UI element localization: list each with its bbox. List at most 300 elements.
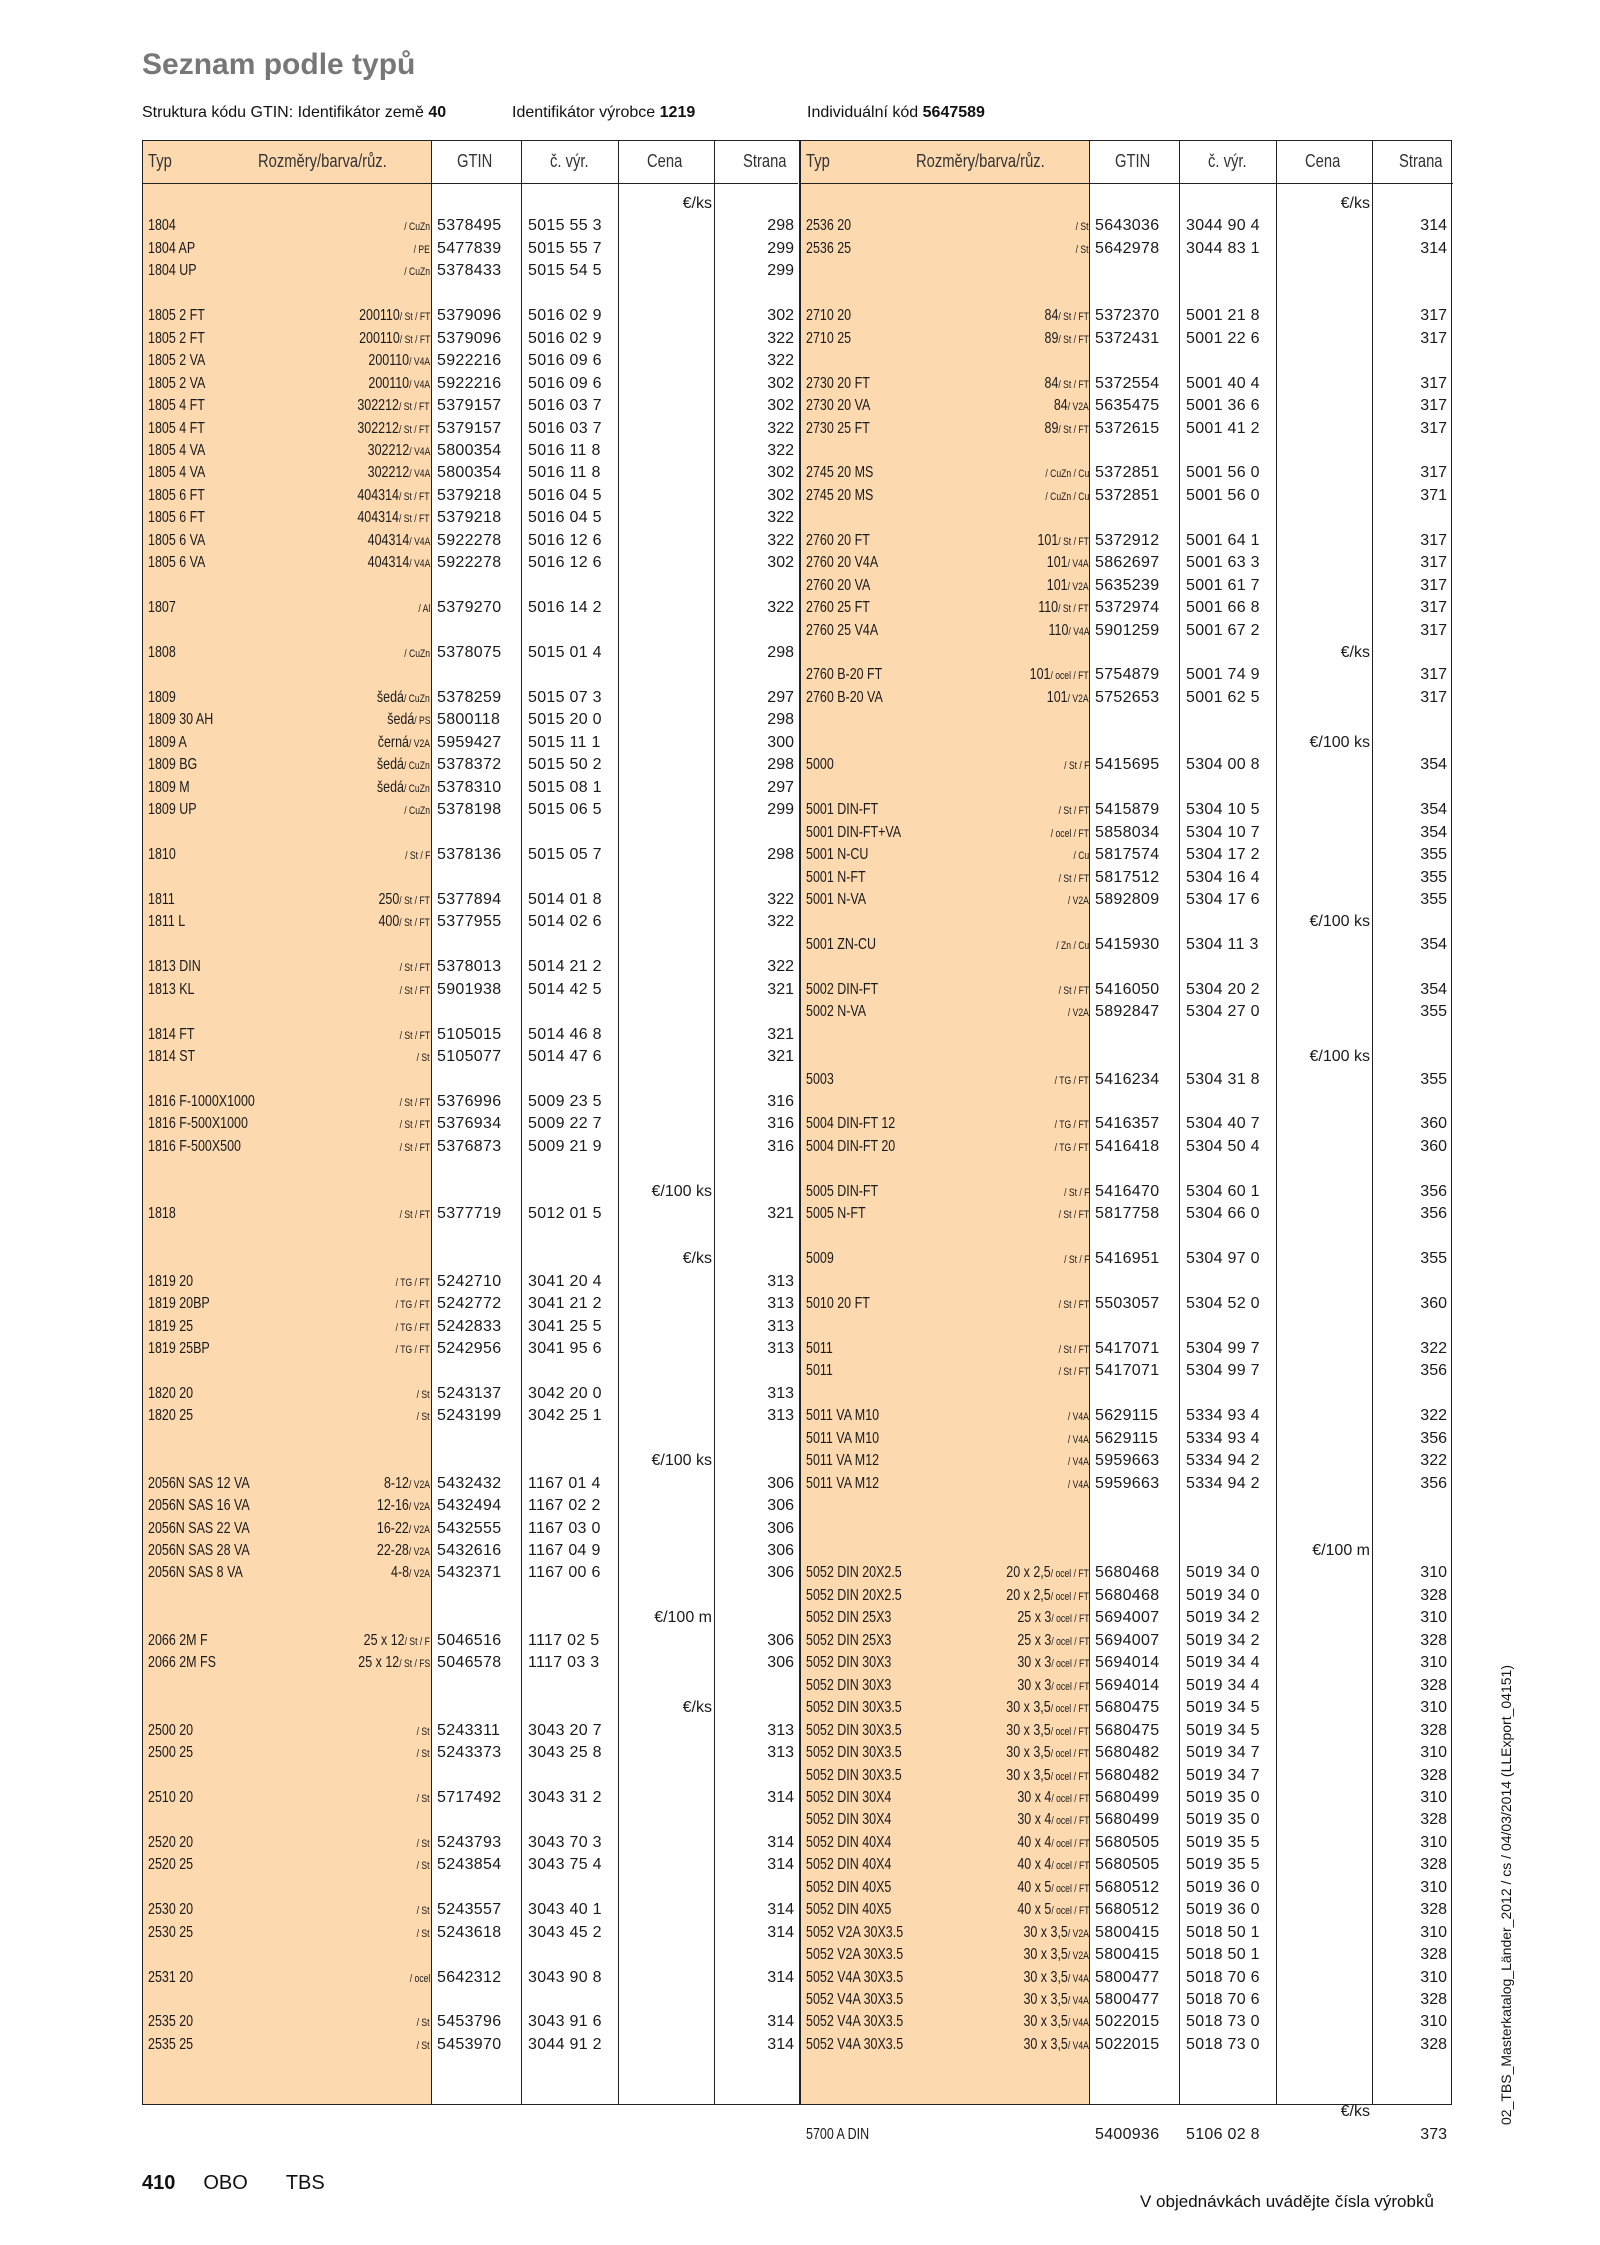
table-row — [801, 1720, 1453, 1742]
row-material: / St / F — [404, 1635, 430, 1648]
row-gtin: 5453796 — [437, 2013, 502, 2031]
row-dim-value: 30 x 3,5 — [1006, 1744, 1051, 1762]
row-type: 5005 N-FT — [806, 1205, 866, 1223]
row-page: 306 — [767, 1497, 794, 1515]
row-gtin: 5046578 — [437, 1654, 502, 1672]
row-product-number: 5304 11 3 — [1186, 935, 1259, 953]
row-dimensions — [1045, 328, 1089, 351]
currency-label: €/ks — [1340, 644, 1370, 661]
row-product-number: 5304 00 8 — [1186, 756, 1260, 774]
row-product-number: 5304 52 0 — [1186, 1295, 1260, 1313]
table-row — [143, 440, 798, 462]
row-dimensions — [391, 1562, 430, 1585]
row-dimensions — [1039, 597, 1089, 620]
table-row — [143, 462, 798, 484]
row-type: 5002 DIN-FT — [806, 980, 879, 998]
row-type: 5700 A DIN — [806, 2125, 870, 2143]
table-row — [801, 1967, 1453, 1989]
row-material: / St — [417, 1792, 430, 1805]
row-dim-value: šedá — [386, 711, 414, 729]
row-page: 302 — [767, 554, 794, 572]
row-type: 2500 25 — [148, 1744, 194, 1762]
row-gtin: 5629115 — [1095, 1407, 1159, 1425]
row-type: 5052 DIN 25X3 — [806, 1631, 892, 1649]
header-typ: Typ — [148, 151, 172, 171]
page-number: 410 — [142, 2172, 176, 2194]
side-text: 02_TBS_Masterkatalog_Länder_2012 / cs / 04/03/2014 (LLExport_04151) — [1498, 1665, 1514, 2125]
table-row — [143, 395, 798, 417]
row-gtin: 5378075 — [437, 644, 502, 661]
row-dim-value: 20 x 2,5 — [1006, 1564, 1051, 1582]
row-type: 5011 VA M12 — [806, 1474, 880, 1492]
row-page: 328 — [1420, 1946, 1447, 1964]
row-type: 1805 2 FT — [148, 329, 205, 347]
row-page: 354 — [1420, 756, 1447, 774]
row-product-number: 3043 70 3 — [528, 1833, 602, 1851]
row-product-number: 5016 14 2 — [528, 599, 602, 617]
row-page: 317 — [1420, 397, 1447, 415]
row-material: / V2A — [409, 1501, 430, 1514]
currency-label: €/100 ks — [1309, 1048, 1370, 1066]
row-page: 322 — [767, 419, 794, 437]
table-row — [143, 350, 798, 372]
row-type: 1809 UP — [148, 801, 197, 819]
table-row — [801, 575, 1453, 597]
table-row — [801, 1944, 1453, 1966]
row-product-number: 5015 50 2 — [528, 756, 602, 774]
row-product-number: 3042 25 1 — [528, 1407, 602, 1425]
row-dim-value: 12-16 — [377, 1497, 410, 1515]
row-dim-value: 302212 — [357, 419, 400, 437]
row-gtin: 5243618 — [437, 1923, 502, 1941]
row-material: / St / FT — [1058, 805, 1089, 818]
row-material: / St / FT — [399, 1141, 430, 1154]
footer-note: V objednávkách uvádějte čísla výrobků — [1140, 2192, 1434, 2211]
row-dimensions — [417, 1832, 430, 1855]
page-title: Seznam podle typů — [142, 48, 416, 81]
row-material: / ocel / FT — [1050, 1568, 1089, 1581]
row-type: 5052 DIN 30X3.5 — [806, 1744, 902, 1762]
row-page: 321 — [767, 1048, 794, 1066]
row-material: / St / FT — [399, 423, 430, 436]
row-page: 297 — [767, 778, 794, 796]
row-page: 322 — [1420, 1407, 1447, 1425]
row-dimensions — [1045, 485, 1089, 508]
row-dimensions — [358, 395, 430, 418]
row-material: / St — [1076, 243, 1089, 256]
row-dimensions — [1055, 1136, 1089, 1159]
row-type: 2530 25 — [148, 1923, 194, 1941]
row-gtin: 5372974 — [1095, 599, 1160, 617]
row-material: / ocel / FT — [1050, 1613, 1089, 1626]
row-dimensions — [1006, 1697, 1089, 1720]
catalog-left-half — [143, 141, 798, 2104]
row-material: / V4A — [1068, 1433, 1089, 1446]
row-gtin: 5800118 — [437, 711, 501, 729]
row-page: 310 — [1420, 1833, 1447, 1851]
row-product-number: 5018 70 6 — [1186, 1991, 1260, 2008]
row-material: / V4A — [409, 445, 430, 458]
row-material: / ocel / FT — [1050, 1860, 1089, 1873]
row-product-number: 5304 17 6 — [1186, 890, 1260, 908]
row-product-number: 5001 62 5 — [1186, 688, 1260, 706]
row-material: / ocel / FT — [1050, 1770, 1089, 1783]
row-dimensions — [1047, 687, 1089, 710]
row-gtin: 5417071 — [1095, 1362, 1160, 1380]
row-dimensions — [404, 642, 430, 665]
table-row — [801, 1203, 1453, 1225]
row-product-number: 5015 05 7 — [528, 846, 602, 864]
row-page: 313 — [767, 1317, 794, 1335]
table-row — [143, 754, 798, 776]
row-material: / St / FT — [1058, 1299, 1089, 1312]
row-gtin: 5800354 — [437, 464, 502, 482]
row-product-number: 1167 04 9 — [528, 1542, 601, 1559]
row-type: 2520 25 — [148, 1856, 194, 1874]
row-gtin: 5862697 — [1095, 554, 1160, 572]
row-material: / St — [417, 1905, 430, 1918]
row-page: 317 — [1420, 464, 1447, 482]
row-page: 314 — [767, 2035, 794, 2053]
row-gtin: 5680482 — [1095, 1744, 1160, 1762]
row-material: / V2A — [1068, 1007, 1089, 1020]
row-product-number: 5304 27 0 — [1186, 1003, 1260, 1021]
table-row — [143, 1495, 798, 1517]
row-type: 5001 DIN-FT — [806, 801, 879, 819]
row-material: / St / FT — [1058, 603, 1089, 616]
row-dim-value: 40 x 5 — [1016, 1878, 1051, 1896]
row-material: / CuZn — [404, 266, 430, 279]
currency-label: €/100 ks — [651, 1182, 712, 1200]
row-material: / CuZn — [404, 805, 430, 818]
row-dimensions — [367, 552, 430, 575]
row-material: / ocel / FT — [1050, 1792, 1089, 1805]
row-product-number: 5019 35 0 — [1186, 1811, 1260, 1829]
row-gtin: 5243199 — [437, 1407, 502, 1425]
row-product-number: 5001 67 2 — [1186, 621, 1260, 639]
row-material: / St / FT — [1058, 1209, 1089, 1222]
row-dimensions — [377, 1540, 430, 1563]
row-type: 1814 ST — [148, 1048, 196, 1066]
gtin-country: 40 — [428, 104, 447, 121]
row-gtin: 5242833 — [437, 1317, 502, 1335]
row-material: / St / FT — [399, 984, 430, 997]
table-row — [801, 1787, 1453, 1809]
row-gtin: 5432371 — [437, 1564, 502, 1582]
row-gtin: 5432432 — [437, 1474, 502, 1492]
row-product-number: 5001 56 0 — [1186, 464, 1260, 482]
table-row — [801, 1585, 1453, 1607]
row-page: 302 — [767, 307, 794, 325]
row-material: / St — [417, 2017, 430, 2030]
row-material: / V4A — [1068, 1456, 1089, 1469]
row-material: / CuZn — [404, 782, 430, 795]
row-material: / St / FT — [1058, 311, 1089, 324]
row-dimensions — [1017, 1809, 1089, 1832]
row-type: 2056N SAS 16 VA — [148, 1497, 250, 1515]
row-product-number: 3043 91 6 — [528, 2013, 602, 2031]
row-material: / CuZn / Cu — [1045, 468, 1089, 481]
row-gtin: 5922278 — [437, 554, 502, 572]
currency-row — [801, 642, 1453, 664]
row-type: 5011 VA M10 — [806, 1429, 880, 1447]
row-page: 354 — [1420, 980, 1447, 998]
row-dimensions — [1073, 844, 1089, 867]
row-product-number: 5016 04 5 — [528, 509, 602, 527]
row-page: 310 — [1420, 1564, 1447, 1582]
row-dimensions — [417, 1899, 430, 1922]
row-page: 354 — [1420, 801, 1447, 819]
row-product-number: 5014 21 2 — [528, 958, 602, 976]
row-dimensions — [404, 260, 430, 283]
row-material: / ocel / FT — [1050, 827, 1089, 840]
row-gtin: 5416951 — [1095, 1250, 1160, 1268]
row-dim-value: 89 — [1044, 419, 1059, 437]
row-gtin: 5372370 — [1095, 307, 1160, 325]
row-page: 360 — [1420, 1137, 1447, 1155]
row-page: 297 — [767, 688, 794, 706]
row-gtin: 5417071 — [1095, 1339, 1160, 1357]
row-page: 322 — [767, 958, 794, 976]
row-type: 2760 20 V4A — [806, 554, 879, 572]
row-dim-value: 30 x 3,5 — [1023, 1968, 1069, 1986]
row-dimensions — [1017, 1607, 1089, 1630]
row-gtin: 5372615 — [1095, 419, 1160, 437]
row-dim-value: 200110 — [358, 307, 400, 325]
row-material: / ocel / FT — [1050, 1905, 1089, 1918]
table-row — [143, 1922, 798, 1944]
row-dim-value: 302212 — [357, 397, 400, 415]
row-material: / V4A — [1068, 1972, 1089, 1985]
row-dim-value: 101 — [1047, 576, 1069, 594]
row-dimensions — [1017, 1675, 1089, 1698]
row-type: 1805 2 VA — [148, 352, 206, 370]
table-row — [801, 2011, 1453, 2033]
row-page: 321 — [767, 1025, 794, 1043]
row-product-number: 5014 02 6 — [528, 913, 602, 931]
table-row — [143, 1967, 798, 1989]
row-page: 299 — [767, 801, 794, 819]
row-type: 5052 DIN 40X4 — [806, 1833, 892, 1851]
table-row — [143, 1562, 798, 1584]
table-row — [801, 1338, 1453, 1360]
row-dimensions — [1017, 1832, 1089, 1855]
row-gtin: 5959663 — [1095, 1452, 1160, 1470]
row-type: 5052 DIN 20X2.5 — [806, 1564, 902, 1582]
row-page: 322 — [767, 890, 794, 908]
row-page: 354 — [1420, 823, 1447, 841]
row-type: 1816 F-1000X1000 — [148, 1093, 255, 1110]
row-material: / St — [417, 2039, 430, 2052]
row-type: 2760 25 FT — [806, 599, 870, 617]
row-page: 298 — [767, 756, 794, 774]
row-gtin: 5477839 — [437, 239, 502, 257]
row-page: 371 — [1420, 486, 1447, 504]
row-page: 314 — [767, 2013, 794, 2031]
row-page: 355 — [1420, 1003, 1447, 1021]
catalog-right-half — [799, 141, 1453, 2143]
row-dimensions — [1068, 1428, 1089, 1451]
table-row — [143, 777, 798, 799]
header-typ: Typ — [806, 151, 830, 171]
row-gtin: 5372554 — [1095, 374, 1160, 392]
row-dimensions — [1024, 1989, 1089, 2012]
row-dimensions — [1068, 889, 1089, 912]
row-gtin: 5416357 — [1095, 1115, 1160, 1133]
row-product-number: 5019 36 0 — [1186, 1878, 1260, 1896]
row-gtin: 5243557 — [437, 1901, 502, 1919]
row-material: / ocel / FT — [1050, 1725, 1089, 1738]
row-material: / ocel / FT — [1050, 1635, 1089, 1648]
row-product-number: 5016 12 6 — [528, 554, 602, 572]
table-row — [143, 552, 798, 574]
row-dim-value: 30 x 3,5 — [1023, 1923, 1069, 1941]
row-page: 317 — [1420, 307, 1447, 325]
row-page: 314 — [767, 1833, 794, 1851]
row-gtin: 5922216 — [437, 374, 502, 392]
row-type: 2536 20 — [806, 217, 852, 235]
row-dimensions — [1048, 620, 1089, 643]
row-product-number: 5001 66 8 — [1186, 599, 1260, 617]
row-material: / TG / FT — [1054, 1074, 1089, 1087]
row-material: / ocel / FT — [1050, 1882, 1089, 1895]
row-dim-value: 30 x 3,5 — [1006, 1699, 1051, 1717]
row-material: / TG / FT — [1054, 1119, 1089, 1132]
row-material: / ocel / FT — [1050, 1837, 1089, 1850]
currency-label: €/ks — [1340, 195, 1370, 212]
row-page: 317 — [1420, 576, 1447, 594]
row-material: / St / FT — [399, 962, 430, 975]
row-gtin: 5415879 — [1095, 801, 1160, 819]
row-page: 322 — [767, 352, 794, 370]
row-dimensions — [1017, 1899, 1089, 1922]
row-dimensions — [1068, 1450, 1089, 1473]
row-product-number: 5001 21 8 — [1186, 307, 1260, 325]
row-gtin: 5242772 — [437, 1295, 502, 1313]
table-row — [143, 485, 798, 507]
row-product-number: 3041 95 6 — [528, 1339, 602, 1357]
row-dimensions — [417, 2011, 430, 2034]
row-dim-value: 30 x 3,5 — [1023, 2035, 1069, 2053]
row-page: 328 — [1420, 1586, 1447, 1604]
row-gtin: 5377719 — [437, 1205, 502, 1223]
row-dim-value: 404314 — [367, 531, 410, 549]
row-gtin: 5642978 — [1095, 239, 1160, 257]
table-row — [801, 1607, 1453, 1629]
row-type: 1805 4 VA — [148, 441, 206, 459]
row-material: / V4A — [1068, 1478, 1089, 1491]
table-row — [143, 889, 798, 911]
table-row — [801, 1809, 1453, 1831]
row-product-number: 5015 20 0 — [528, 711, 602, 729]
row-type: 1805 2 VA — [148, 374, 206, 392]
row-gtin: 5372912 — [1095, 531, 1160, 549]
table-row — [801, 979, 1453, 1001]
row-gtin: 5379270 — [437, 599, 502, 617]
row-product-number: 5018 70 6 — [1186, 1968, 1260, 1986]
row-type: 2730 20 FT — [806, 374, 870, 392]
row-type: 5052 DIN 30X3.5 — [806, 1721, 902, 1739]
row-page: 317 — [1420, 374, 1447, 392]
row-type: 2745 20 MS — [806, 486, 874, 504]
row-dimensions — [1054, 395, 1089, 418]
row-product-number: 5014 01 8 — [528, 890, 602, 908]
row-page: 317 — [1420, 329, 1447, 347]
row-material: / V4A — [1068, 625, 1089, 638]
row-gtin: 5922216 — [437, 352, 502, 370]
row-page: 328 — [1420, 1676, 1447, 1694]
row-dimensions — [417, 1854, 430, 1877]
row-type: 5052 V4A 30X3.5 — [806, 1991, 904, 2008]
row-material: / St / FT — [399, 513, 430, 526]
row-gtin: 5378136 — [437, 846, 502, 864]
row-dimensions — [387, 709, 430, 732]
gtin-ind-label: Individuální kód — [807, 104, 919, 121]
currency-row — [801, 2101, 1453, 2123]
row-dimensions — [1047, 575, 1089, 598]
header-gtin: GTIN — [1115, 151, 1151, 171]
row-type: 2730 25 FT — [806, 419, 870, 437]
row-page: 302 — [767, 374, 794, 392]
row-page: 302 — [767, 464, 794, 482]
currency-label: €/ks — [1340, 2103, 1370, 2121]
side-export-note — [1498, 1605, 1518, 2125]
row-gtin: 5432555 — [437, 1519, 502, 1537]
row-product-number: 5018 50 1 — [1186, 1946, 1260, 1964]
table-row — [143, 1473, 798, 1495]
row-gtin: 5892847 — [1095, 1003, 1160, 1021]
row-type: 1805 6 FT — [148, 509, 205, 527]
row-gtin: 5901259 — [1095, 621, 1160, 639]
row-type: 5010 20 FT — [806, 1295, 870, 1313]
row-product-number: 5001 74 9 — [1186, 666, 1260, 684]
row-gtin: 5680512 — [1095, 1901, 1160, 1919]
row-dimensions — [379, 911, 430, 934]
row-dim-value: 40 x 5 — [1016, 1901, 1051, 1919]
row-page: 322 — [767, 913, 794, 931]
row-product-number: 3044 83 1 — [1186, 239, 1260, 257]
row-dimensions — [359, 305, 430, 328]
currency-row — [143, 1450, 798, 1472]
row-dim-value: 30 x 3,5 — [1023, 1946, 1069, 1964]
row-dimensions — [1076, 238, 1089, 261]
row-dim-value: 22-28 — [377, 1542, 410, 1559]
row-dim-value: 30 x 4 — [1016, 1811, 1051, 1829]
row-product-number: 5015 54 5 — [528, 262, 602, 280]
table-row — [143, 373, 798, 395]
row-dimensions — [367, 530, 430, 553]
table-row — [801, 1562, 1453, 1584]
row-product-number: 5304 17 2 — [1186, 846, 1260, 864]
row-material: / St / FT — [399, 1097, 430, 1109]
table-row — [143, 1630, 798, 1652]
row-product-number: 5304 16 4 — [1186, 868, 1260, 886]
row-product-number: 5304 50 4 — [1186, 1137, 1260, 1155]
row-page: 317 — [1420, 531, 1447, 549]
row-page: 356 — [1420, 1205, 1447, 1223]
row-gtin: 5243793 — [437, 1833, 502, 1851]
row-product-number: 5018 73 0 — [1186, 2013, 1260, 2031]
row-type: 1816 F-500X1000 — [148, 1115, 248, 1133]
row-dimensions — [358, 485, 430, 508]
table-row — [143, 642, 798, 664]
currency-row — [801, 732, 1453, 754]
row-gtin: 5379096 — [437, 329, 502, 347]
row-dimensions — [1030, 664, 1089, 687]
row-type: 1809 A — [148, 733, 187, 751]
row-gtin: 5680512 — [1095, 1878, 1160, 1896]
row-type: 5052 DIN 30X3.5 — [806, 1766, 902, 1784]
